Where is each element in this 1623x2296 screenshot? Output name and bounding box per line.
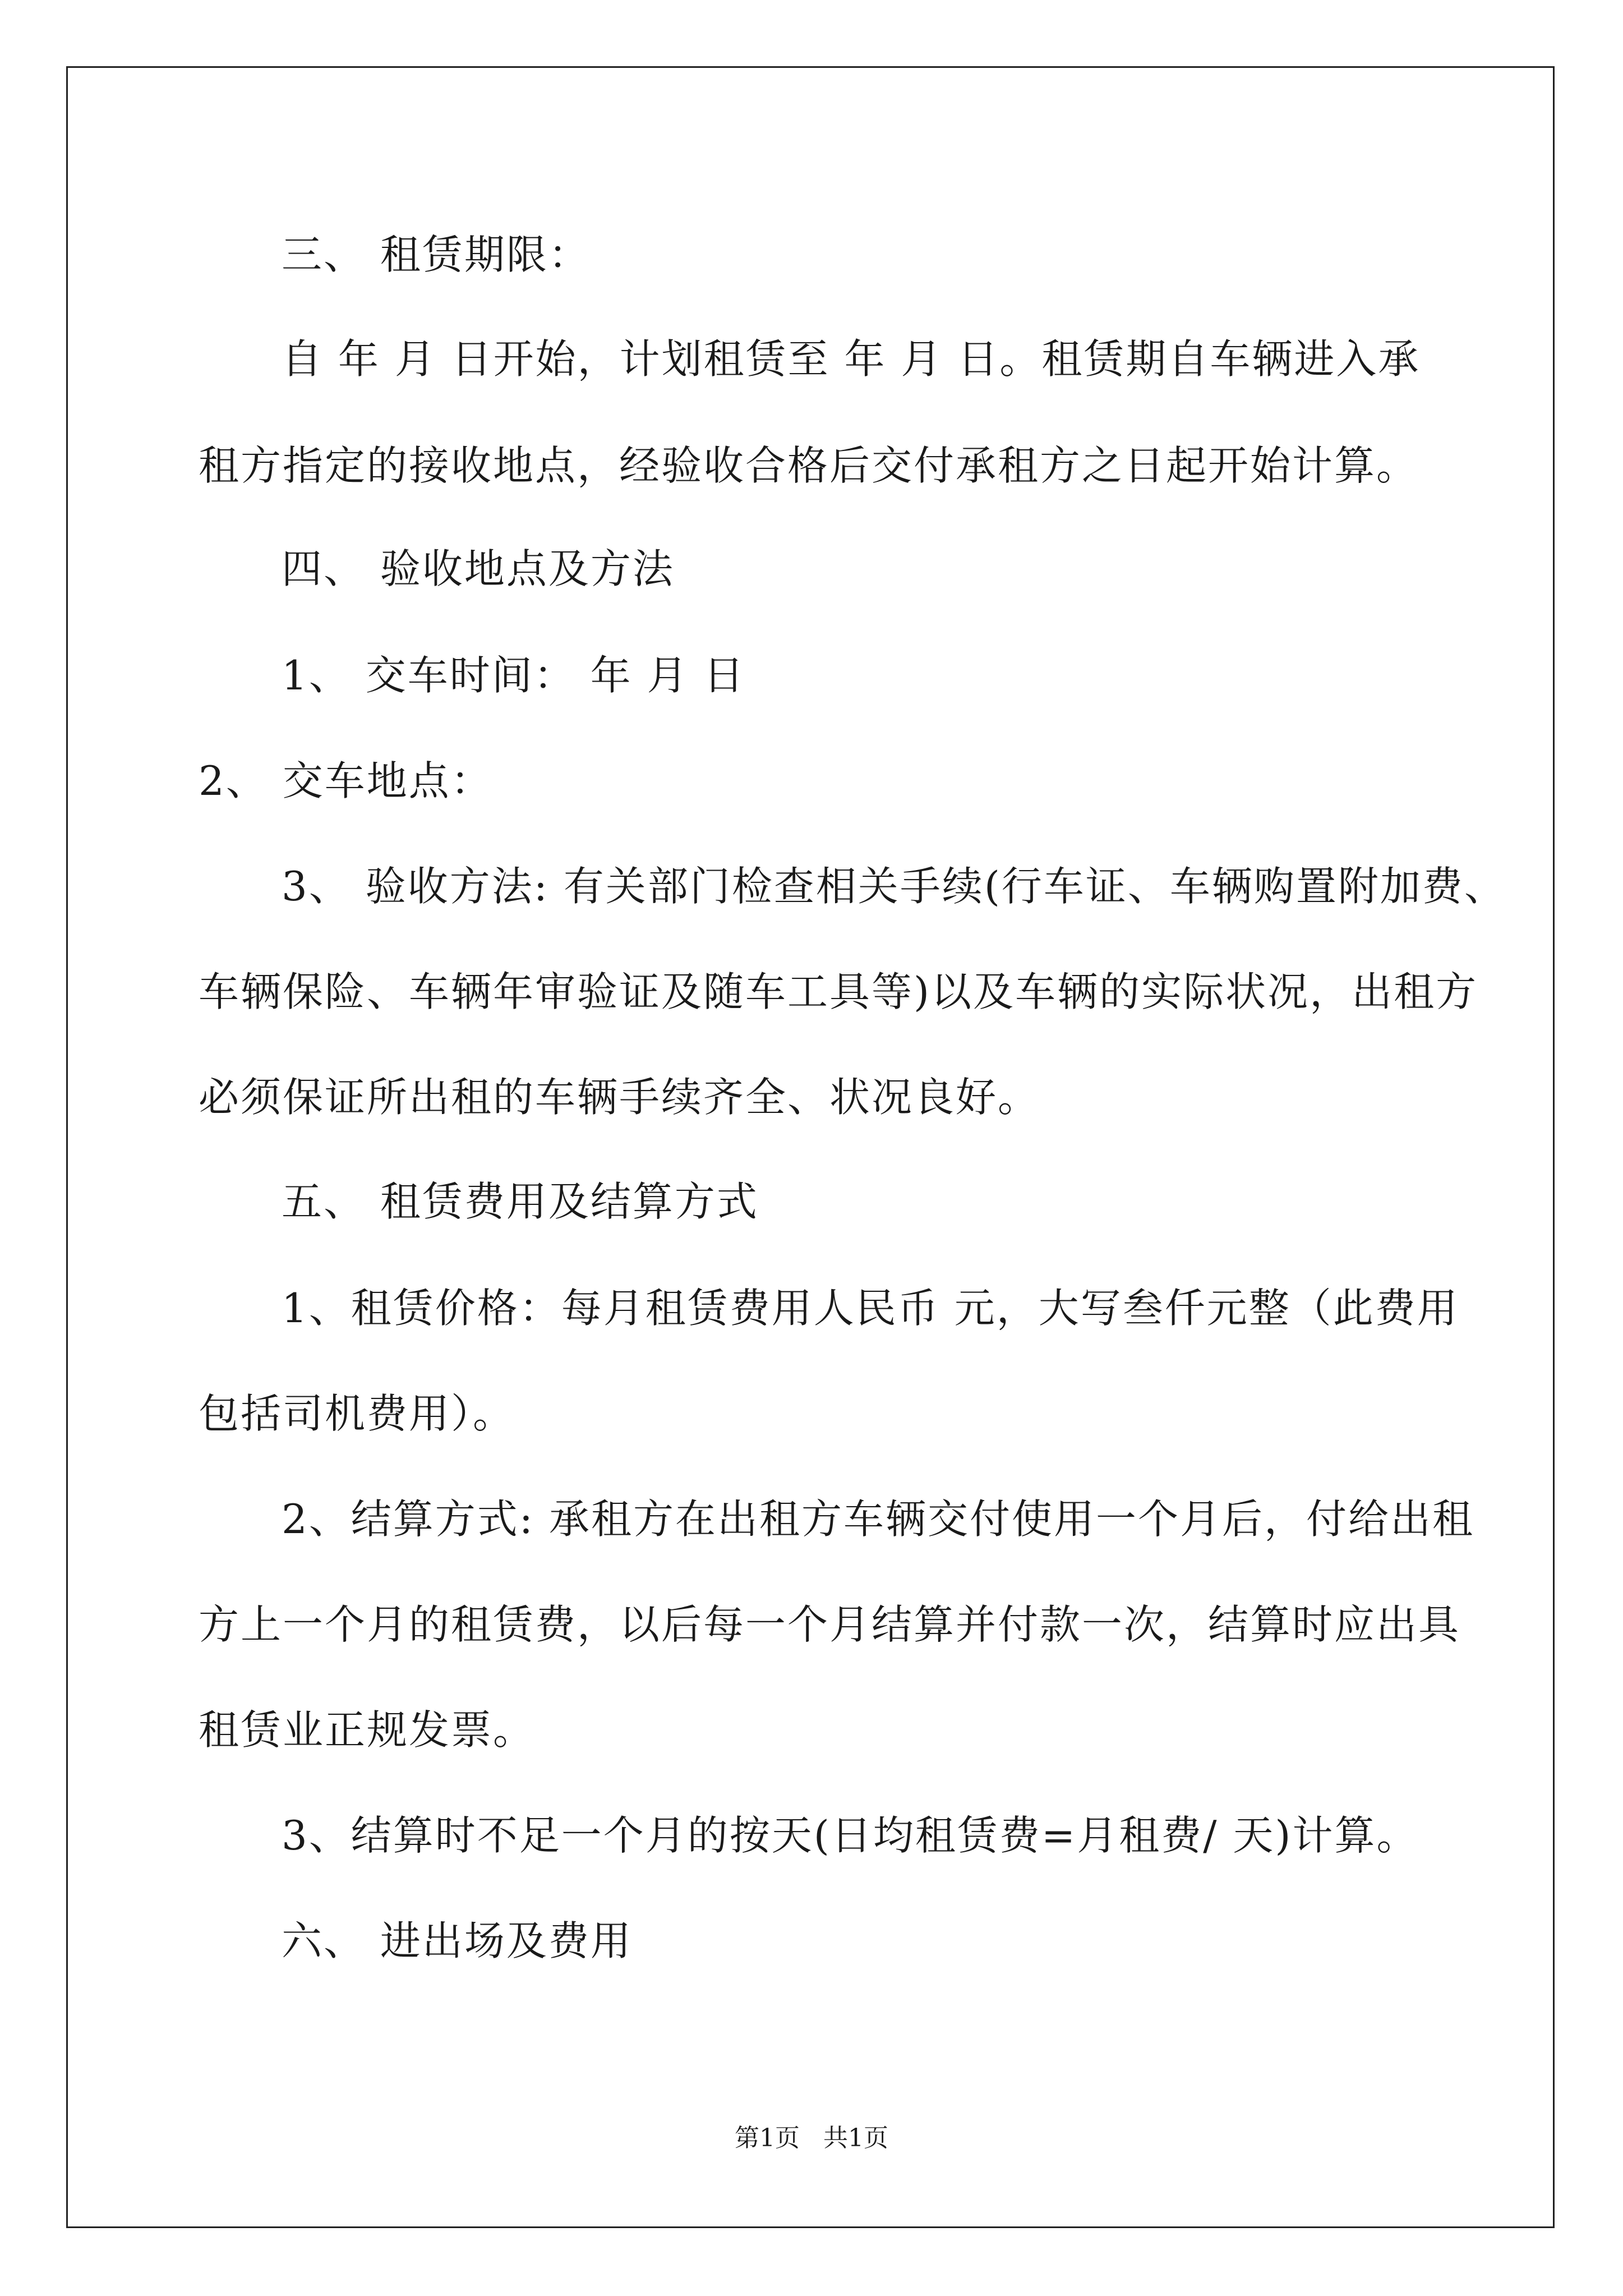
section-heading-entry-exit: 六、 进出场及费用 <box>282 1917 633 1964</box>
list-item: 2、 交车地点： <box>199 757 493 804</box>
paragraph-line: 租赁业正规发票。 <box>199 1706 536 1754</box>
paragraph-line: 方上一个月的租赁费，以后每一个月结算并付款一次，结算时应出具 <box>199 1601 1461 1648</box>
paragraph-line: 租方指定的接收地点，经验收合格后交付承租方之日起开始计算。 <box>199 442 1419 489</box>
list-item: 1、 交车时间： 年 月 日 <box>282 652 746 699</box>
list-item: 3、 验收方法: 有关部门检查相关手续(行车证、车辆购置附加费、 <box>282 863 1506 910</box>
paragraph-line: 自 年 月 日开始，计划租赁至 年 月 日。租赁期自车辆进入承 <box>282 335 1421 383</box>
paragraph-line: 必须保证所出租的车辆手续齐全、状况良好。 <box>199 1074 1040 1121</box>
section-heading-inspection: 四、 验收地点及方法 <box>282 545 675 592</box>
section-heading-lease-term: 三、 租赁期限： <box>282 231 591 278</box>
paragraph-line: 车辆保险、车辆年审验证及随车工具等)以及车辆的实际状况，出租方 <box>199 968 1478 1015</box>
page-number-footer: 第1页 共1页 <box>735 2124 888 2152</box>
list-item: 3、结算时不足一个月的按天(日均租赁费=月租费/ 天)计算。 <box>282 1812 1419 1859</box>
section-heading-fees: 五、 租赁费用及结算方式 <box>282 1178 759 1225</box>
paragraph-line: 包括司机费用）。 <box>199 1390 515 1437</box>
list-item: 1、租赁价格：每月租赁费用人民币 元，大写叁仟元整（此费用 <box>282 1285 1459 1332</box>
page-frame <box>66 66 1555 2228</box>
list-item: 2、结算方式: 承租方在出租方车辆交付使用一个月后，付给出租 <box>282 1496 1474 1543</box>
